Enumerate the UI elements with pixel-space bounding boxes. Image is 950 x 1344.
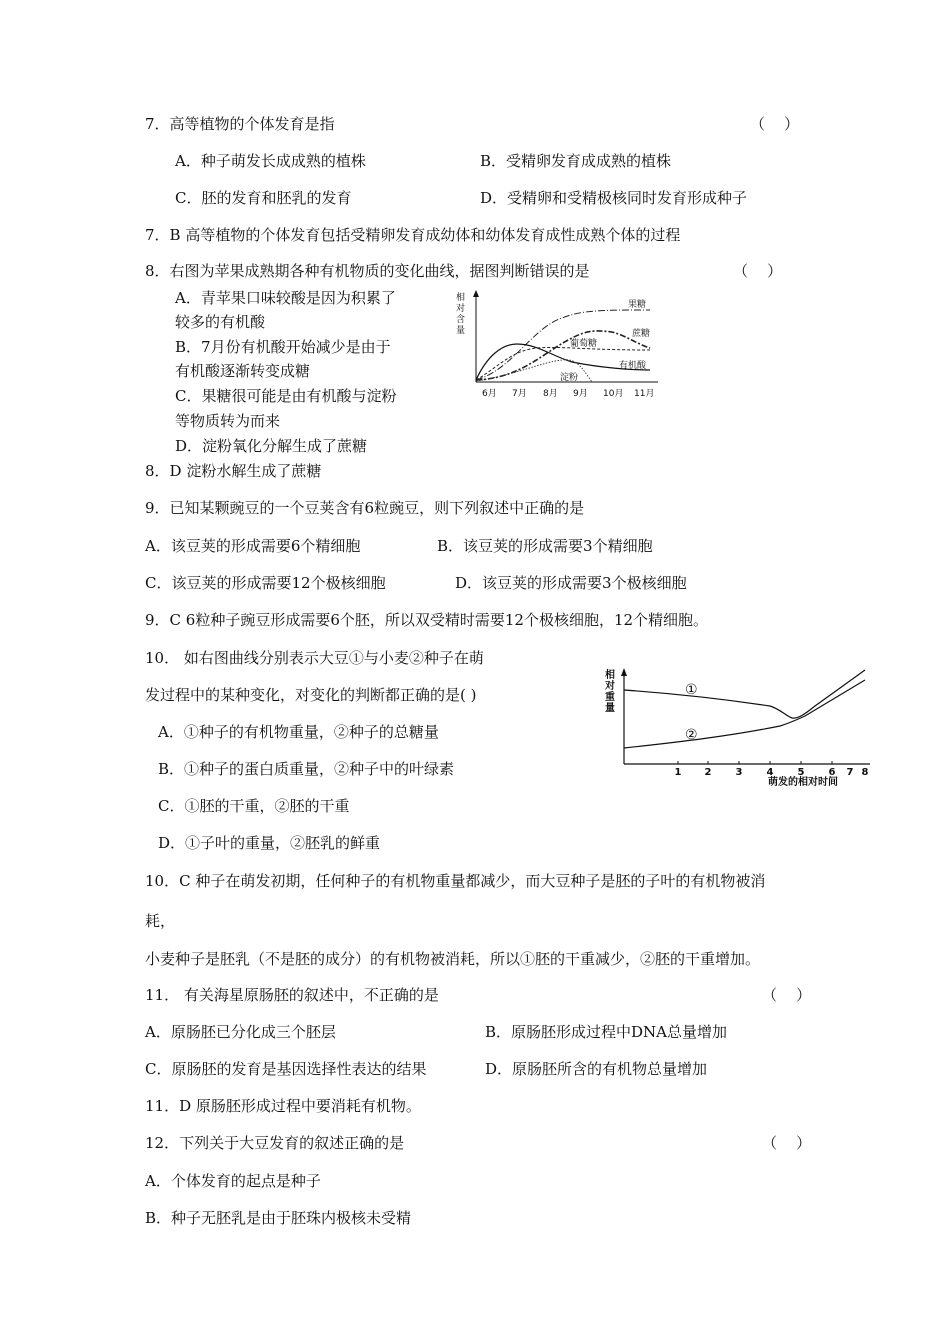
q10-curve-1-label: ① <box>685 682 698 698</box>
q10-curve-2-label: ② <box>685 727 698 743</box>
q10-x-tick-label: 7 <box>846 767 854 778</box>
q7-answer-paren: （ ） <box>750 115 800 133</box>
q10-curve-1 <box>624 670 865 718</box>
q11-option-b: B．原肠胚形成过程中DNA总量增加 <box>485 1023 728 1041</box>
q10-y-label-char: 相 <box>605 670 615 681</box>
q8-month-label: 9月 <box>573 389 588 399</box>
q11-answer: 11．D 原肠胚形成过程中要消耗有机物。 <box>145 1097 421 1115</box>
q12-option-b: B．种子无胚乳是由于胚珠内极核未受精 <box>145 1209 412 1227</box>
q8-y-label-char: 含 <box>456 315 466 325</box>
q9-answer: 9．C 6粒种子豌豆形成需要6个胚，所以双受精时需要12个极核细胞，12个精细胞。 <box>145 611 709 629</box>
q9-option-c: C．该豆荚的形成需要12个极核细胞 <box>145 574 386 592</box>
q8-y-label-char: 量 <box>456 326 466 336</box>
q10-option-b: B．①种子的蛋白质重量，②种子中的叶绿素 <box>158 760 455 778</box>
q8-label-sucrose: 蔗糖 <box>632 329 651 339</box>
q10-x-tick-label: 6 <box>828 767 836 778</box>
q11-option-d: D．原肠胚所含的有机物总量增加 <box>485 1060 708 1078</box>
q8-figure <box>452 288 667 406</box>
q8-option-b-line2: 有机酸逐渐转变成糖 <box>175 362 311 380</box>
q10-answer-line1: 10．C 种子在萌发初期，任何种子的有机物重量都减少，而大豆种子是胚的子叶的有机物被消 <box>145 872 766 890</box>
q12-answer-paren: （ ） <box>762 1134 812 1152</box>
q11-stem: 11． 有关海星原肠胚的叙述中，不正确的是 <box>145 986 439 1004</box>
q10-y-label <box>604 668 615 714</box>
q10-x-tick-label: 8 <box>861 767 869 778</box>
q9-option-a: A．该豆荚的形成需要6个精细胞 <box>145 537 361 555</box>
q8-y-label-char: 对 <box>456 304 466 314</box>
q8-label-starch: 淀粉 <box>560 373 579 383</box>
q8-y-axis-arrow <box>473 290 479 297</box>
q8-month-label: 8月 <box>543 389 558 399</box>
q9-option-d: D．该豆荚的形成需要3个极核细胞 <box>455 574 687 592</box>
q7-option-a: A．种子萌发长成成熟的植株 <box>175 152 366 170</box>
q10-x-label: 萌发的相对时间 <box>768 777 838 788</box>
q7-option-b: B．受精卵发育成成熟的植株 <box>480 152 672 170</box>
q8-label-fructose: 果糖 <box>628 300 647 310</box>
q9-option-b: B．该豆荚的形成需要3个精细胞 <box>437 537 653 555</box>
q8-month-label: 10月 <box>603 389 624 399</box>
q10-option-c: C．①胚的干重，②胚的干重 <box>158 797 350 815</box>
q8-option-a-line1: A．青苹果口味较酸是因为积累了 <box>175 289 396 307</box>
q8-month-label: 7月 <box>512 389 527 399</box>
q10-answer-line3: 小麦种子是胚乳（不是胚的成分）的有机物被消耗，所以①胚的干重减少，②胚的干重增加。 <box>145 950 761 968</box>
q10-x-tick-label: 3 <box>735 767 743 778</box>
q8-answer-paren: （ ） <box>733 262 783 280</box>
q8-y-label-char: 相 <box>456 293 466 303</box>
q8-answer: 8．D 淀粉水解生成了蔗糖 <box>145 462 322 480</box>
q8-stem: 8．右图为苹果成熟期各种有机物质的变化曲线，据图判断错误的是 <box>145 262 590 280</box>
q8-label-organic-acid: 有机酸 <box>619 361 647 371</box>
q8-label-glucose: 葡萄糖 <box>570 339 598 349</box>
q11-answer-paren: （ ） <box>762 986 812 1004</box>
q8-month-label: 6月 <box>482 389 497 399</box>
q10-x-tick-label: 4 <box>766 767 774 778</box>
q8-option-d: D．淀粉氧化分解生成了蔗糖 <box>175 437 368 455</box>
q10-x-tick-label: 2 <box>704 767 712 778</box>
q8-y-label <box>456 291 465 336</box>
q12-stem: 12．下列关于大豆发育的叙述正确的是 <box>145 1134 405 1152</box>
q10-answer-line2: 耗， <box>145 912 176 930</box>
q10-curve-2 <box>624 680 865 748</box>
q8-option-a-line2: 较多的有机酸 <box>175 313 266 331</box>
q10-stem-line2: 发过程中的某种变化，对变化的判断都正确的是( ) <box>145 686 477 704</box>
q10-y-label-char: 重 <box>605 692 615 703</box>
q10-y-label-char: 对 <box>605 681 615 692</box>
q12-option-a: A．个体发育的起点是种子 <box>145 1172 321 1190</box>
q7-stem: 7．高等植物的个体发育是指 <box>145 115 335 133</box>
q11-option-c: C．原肠胚的发育是基因选择性表达的结果 <box>145 1060 427 1078</box>
q11-option-a: A．原肠胚已分化成三个胚层 <box>145 1023 336 1041</box>
q8-option-b-line1: B．7月份有机酸开始减少是由于 <box>175 338 391 356</box>
q9-stem: 9．已知某颗豌豆的一个豆荚含有6粒豌豆，则下列叙述中正确的是 <box>145 499 585 517</box>
q8-option-c-line1: C．果糖很可能是由有机酸与淀粉 <box>175 387 397 405</box>
q10-y-label-char: 量 <box>605 703 615 714</box>
q10-stem-line1: 10． 如右图曲线分别表示大豆①与小麦②种子在萌 <box>145 649 484 667</box>
q10-y-axis-arrow <box>621 668 627 676</box>
q8-option-c-line2: 等物质转为而来 <box>175 412 281 430</box>
q8-month-label: 11月 <box>634 389 655 399</box>
q10-x-tick-label: 1 <box>674 767 682 778</box>
q7-option-c: C．胚的发育和胚乳的发育 <box>175 189 352 207</box>
q10-figure <box>600 664 878 788</box>
q7-answer: 7．B 高等植物的个体发育包括受精卵发育成幼体和幼体发育成性成熟个体的过程 <box>145 226 681 244</box>
q10-option-a: A．①种子的有机物重量，②种子的总糖量 <box>158 723 439 741</box>
q7-option-d: D．受精卵和受精极核同时发育形成种子 <box>480 189 748 207</box>
q10-option-d: D．①子叶的重量，②胚乳的鲜重 <box>158 834 381 852</box>
q10-x-tick-label: 5 <box>797 767 805 778</box>
